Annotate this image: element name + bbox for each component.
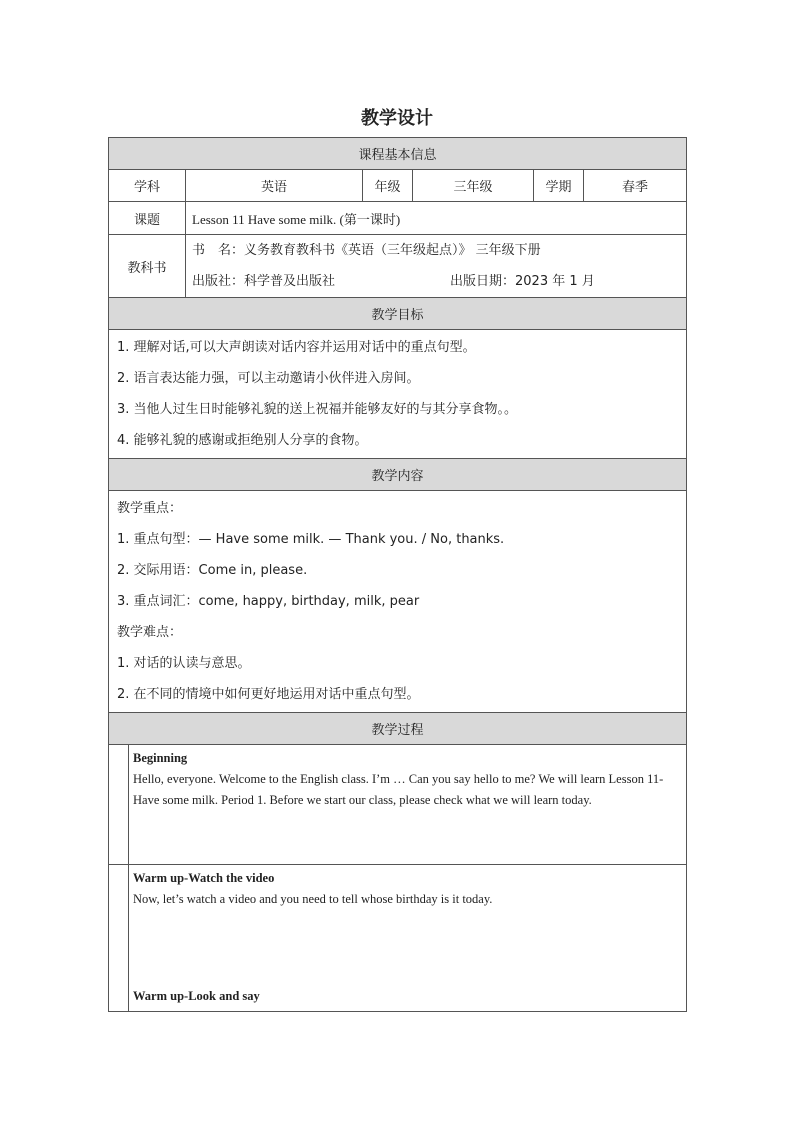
- basic-info-header: 课程基本信息: [109, 138, 687, 170]
- term-label: 学期: [534, 170, 584, 202]
- process-margin: [109, 745, 129, 865]
- focus-title: 教学重点：: [117, 501, 183, 516]
- section-title: Warm up-Watch the video: [133, 871, 275, 885]
- publisher: 出版社：科学普及出版社: [192, 274, 336, 289]
- section-title: Beginning: [133, 751, 188, 765]
- objective-item: 1. 理解对话,可以大声朗读对话内容并运用对话中的重点句型。: [117, 340, 476, 355]
- textbook-name: 书 名：义务教育教科书《英语（三年级起点）》 三年级下册: [192, 243, 541, 258]
- publish-date: 出版日期：2023 年 1 月: [450, 274, 595, 289]
- lesson-plan-sheet: [108, 137, 686, 1012]
- process-header: 教学过程: [109, 713, 687, 745]
- process-section: [129, 745, 686, 811]
- process-section: [129, 865, 686, 910]
- textbook-label: 教科书: [109, 235, 186, 298]
- topic-value: Lesson 11 Have some milk. (第一课时): [186, 202, 687, 235]
- grade-value: 三年级: [413, 170, 534, 202]
- document-title: 教学设计: [361, 108, 433, 129]
- objective-item: 2. 语言表达能力强，可以主动邀请小伙伴进入房间。: [117, 371, 420, 386]
- process-section: [129, 983, 264, 1007]
- section-text: Now, let’s watch a video and you need to tell whose birthday is it today.: [133, 892, 493, 906]
- difficulty-item: 2. 在不同的情境中如何更好地运用对话中重点句型。: [117, 687, 420, 702]
- objective-item: 3. 当他人过生日时能够礼貌的送上祝福并能够友好的与其分享食物。。: [117, 402, 518, 417]
- subject-value: 英语: [186, 170, 363, 202]
- difficulty-item: 1. 对话的认读与意思。: [117, 656, 251, 671]
- content-header: 教学内容: [109, 459, 687, 491]
- term-value: 春季: [584, 170, 687, 202]
- focus-item: 2. 交际用语：Come in, please.: [117, 563, 308, 578]
- focus-item: 1. 重点句型：— Have some milk. — Thank you. / No, thanks.: [117, 532, 505, 547]
- topic-label: 课题: [109, 202, 186, 235]
- process-table: [108, 744, 687, 1012]
- section-text: Hello, everyone. Welcome to the English class. I’m … Can you say hello to me? We will learn Lesson 11-Have some milk. Period 1. Before we start our class, please check what we will learn today.: [133, 772, 664, 807]
- subject-label: 学科: [109, 170, 186, 202]
- objective-item: 4. 能够礼貌的感谢或拒绝别人分享的食物。: [117, 433, 368, 448]
- focus-item: 3. 重点词汇：come, happy, birthday, milk, pear: [117, 594, 420, 609]
- basic-info-table: [108, 137, 687, 745]
- difficulty-title: 教学难点：: [117, 625, 183, 640]
- process-margin: [109, 865, 129, 1012]
- grade-label: 年级: [363, 170, 413, 202]
- section-title: Warm up-Look and say: [133, 989, 260, 1003]
- objectives-header: 教学目标: [109, 298, 687, 330]
